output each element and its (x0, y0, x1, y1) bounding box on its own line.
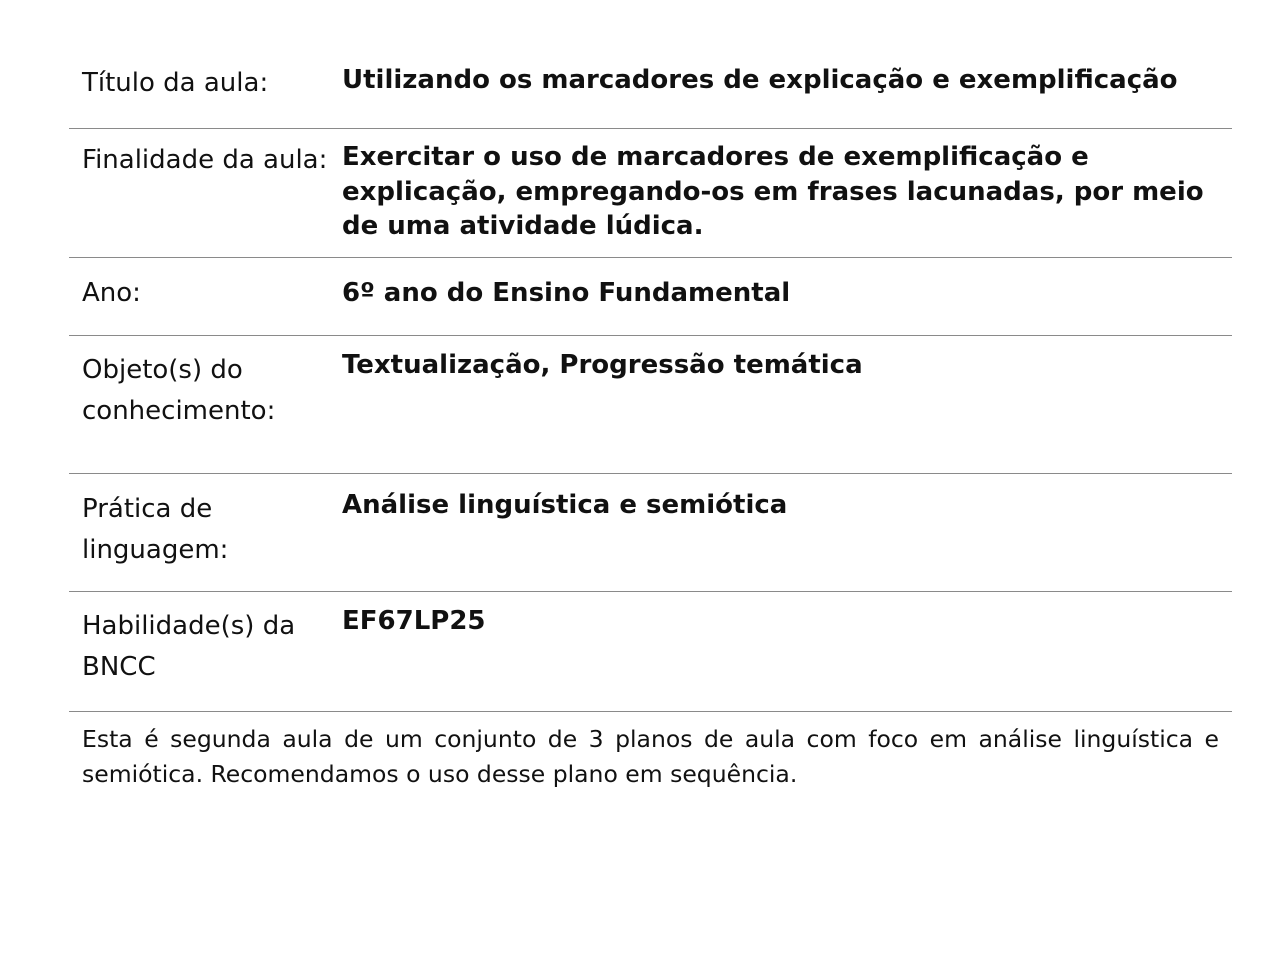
sequence-note: Esta é segunda aula de um conjunto de 3 planos de aula com foco em análise linguística e semiótica. Recomendamos o uso desse plano em sequência. (82, 725, 1219, 788)
row-value: EF67LP25 (342, 606, 486, 636)
row-label: Título da aula: (82, 68, 269, 98)
row-habilidade (69, 592, 1232, 712)
row-value: Análise linguística e semiótica (342, 490, 788, 520)
row-finalidade (69, 129, 1232, 258)
row-value: 6º ano do Ensino Fundamental (342, 278, 791, 308)
row-label: Finalidade da aula: (82, 145, 328, 175)
row-label: Prática de linguagem: (82, 494, 229, 565)
row-value: Utilizando os marcadores de explicação e exemplificação (342, 65, 1178, 95)
row-pratica (69, 474, 1232, 592)
row-objeto (69, 336, 1232, 474)
row-value: Exercitar o uso de marcadores de exemplificação e explicação, empregando-os em frases lacunadas, por meio de uma atividade lúdica. (342, 142, 1204, 241)
row-label: Ano: (82, 278, 141, 308)
row-titulo (69, 50, 1232, 129)
row-value: Textualização, Progressão temática (342, 350, 863, 380)
row-label: Habilidade(s) da BNCC (82, 611, 296, 682)
lesson-plan-table (69, 50, 1232, 792)
row-ano (69, 258, 1232, 336)
row-label: Objeto(s) do conhecimento: (82, 355, 276, 426)
